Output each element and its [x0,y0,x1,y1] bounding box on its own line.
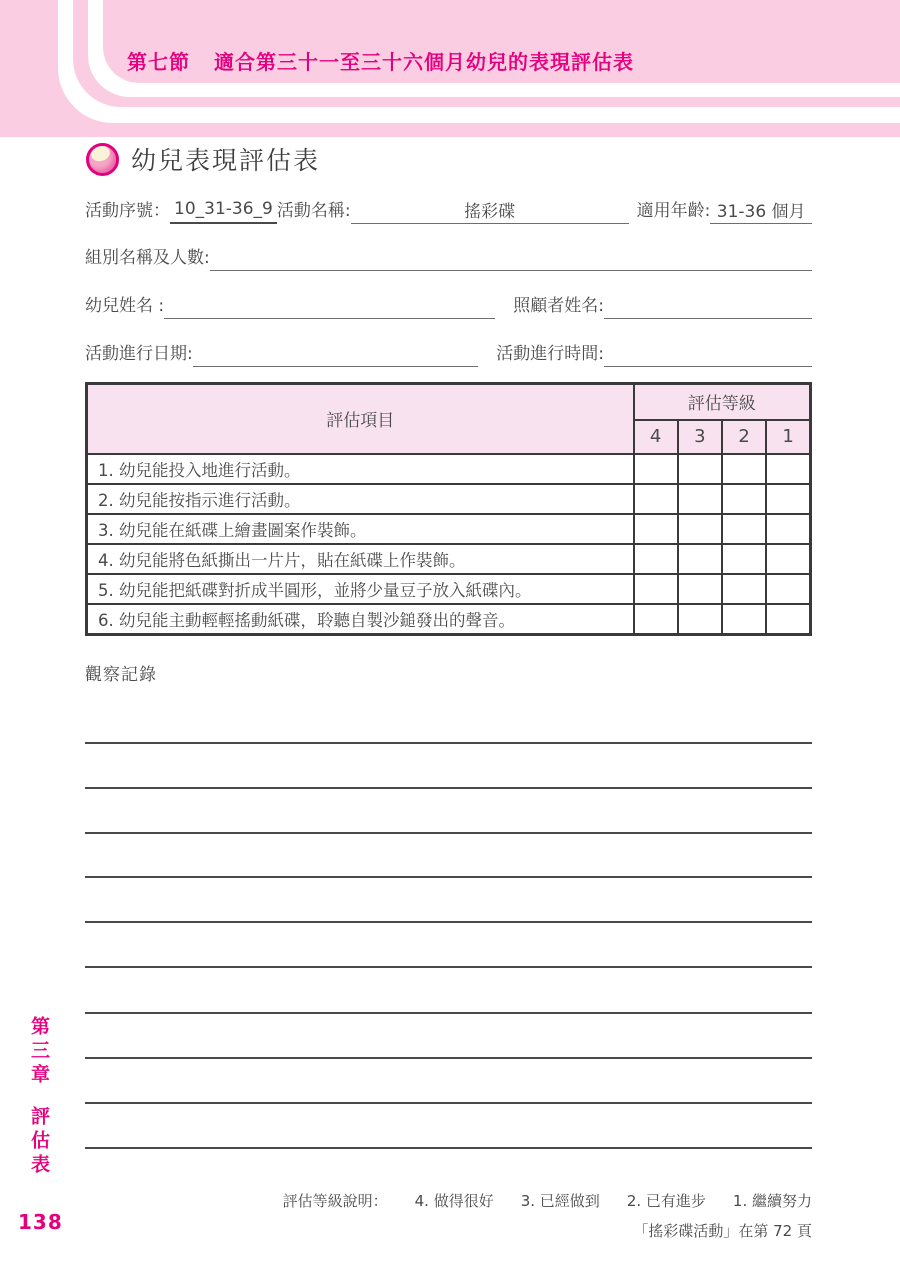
form-row-datetime [85,343,812,367]
form-title: 幼兒表現評估表 [131,146,321,175]
rating-cell[interactable] [722,514,766,544]
carer-name-label: 照顧者姓名: [513,295,604,316]
time-blank[interactable] [604,343,812,367]
observation-label: 觀察記錄 [85,665,157,685]
writing-line[interactable] [85,832,812,834]
rating-cell[interactable] [634,484,678,514]
rating-cell[interactable] [766,514,810,544]
chapter-sidebar [26,1016,53,1178]
activity-name-value: 搖彩碟 [464,202,516,222]
child-name-blank[interactable] [164,295,495,319]
table-row [87,604,811,635]
table-row [87,454,811,484]
section-title: 適合第三十一至三十六個月幼兒的表現評估表 [214,50,634,74]
chapter-number: 第三章 [28,1016,50,1088]
rating-cell[interactable] [766,544,810,574]
table-row [87,574,811,604]
activity-no-value[interactable]: 10_31-36_9 [170,199,277,224]
rating-cell[interactable] [722,484,766,514]
group-label: 組別名稱及人數: [85,247,210,268]
activity-name-blank[interactable] [351,200,629,224]
writing-line[interactable] [85,1057,812,1059]
rating-cell[interactable] [634,574,678,604]
rating-cell[interactable] [678,604,722,635]
age-blank[interactable] [710,200,812,224]
rating-cell[interactable] [766,574,810,604]
rating-cell[interactable] [722,604,766,635]
item-text: 3. 幼兒能在紙碟上繪畫圖案作裝飾。 [87,514,634,544]
writing-line[interactable] [85,966,812,968]
legend-item: 2. 已有進步 [626,1192,706,1210]
rating-cell[interactable] [766,484,810,514]
header-band-inner [103,0,900,83]
form-row-names [85,295,812,319]
form-row-activity [85,199,812,224]
legend-item: 4. 做得很好 [414,1192,494,1210]
activity-no-label: 活動序號： [85,201,170,221]
activity-name-label: 活動名稱: [276,201,351,221]
rating-cell[interactable] [722,544,766,574]
rating-cell[interactable] [766,604,810,635]
item-text: 5. 幼兒能把紙碟對折成半圓形，並將少量豆子放入紙碟內。 [87,574,634,604]
form-title-row [86,141,320,177]
assessment-table [85,382,812,636]
rating-cell[interactable] [722,574,766,604]
item-text: 6. 幼兒能主動輕輕搖動紙碟，聆聽自製沙鎚發出的聲音。 [87,604,634,635]
activity-reference: 「搖彩碟活動」在第 72 頁 [633,1222,812,1240]
item-text: 2. 幼兒能按指示進行活動。 [87,484,634,514]
rating-cell[interactable] [634,544,678,574]
writing-line[interactable] [85,787,812,789]
level-2-header: 2 [722,420,766,454]
rating-cell[interactable] [722,454,766,484]
writing-line[interactable] [85,1147,812,1149]
page-number: 138 [18,1210,63,1234]
item-column-header: 評估項目 [87,384,634,454]
table-row [87,484,811,514]
carer-name-blank[interactable] [604,295,812,319]
rating-cell[interactable] [678,544,722,574]
writing-line[interactable] [85,1102,812,1104]
rating-cell[interactable] [634,604,678,635]
level-3-header: 3 [678,420,722,454]
rating-cell[interactable] [766,454,810,484]
rating-cell[interactable] [678,454,722,484]
table-row [87,514,811,544]
legend-item: 1. 繼續努力 [732,1192,812,1210]
date-label: 活動進行日期: [85,343,193,364]
writing-line[interactable] [85,742,812,744]
rating-legend [283,1190,812,1211]
form-row-group [85,247,812,271]
time-label: 活動進行時間: [496,343,604,364]
legend-item: 3. 已經做到 [520,1192,600,1210]
group-blank[interactable] [210,247,812,271]
writing-line[interactable] [85,1012,812,1014]
rating-cell[interactable] [678,484,722,514]
chapter-label: 評估表 [28,1106,50,1178]
pearl-bubble-icon [86,143,119,176]
writing-line[interactable] [85,876,812,878]
item-text: 1. 幼兒能投入地進行活動。 [87,454,634,484]
age-label: 適用年齡: [636,201,711,221]
table-header-row-1 [87,384,811,420]
item-text: 4. 幼兒能將色紙撕出一片片，貼在紙碟上作裝飾。 [87,544,634,574]
rating-column-header: 評估等級 [634,384,811,420]
section-header [103,46,634,83]
writing-line[interactable] [85,921,812,923]
level-1-header: 1 [766,420,810,454]
section-number: 第七節 [127,50,190,74]
rating-cell[interactable] [678,514,722,544]
rating-cell[interactable] [634,454,678,484]
level-4-header: 4 [634,420,678,454]
rating-cell[interactable] [678,574,722,604]
child-name-label: 幼兒姓名 : [85,295,165,316]
legend-intro: 評估等級說明： [282,1192,388,1210]
rating-cell[interactable] [634,514,678,544]
date-blank[interactable] [193,343,479,367]
table-row [87,544,811,574]
age-value: 31-36 個月 [716,202,806,222]
